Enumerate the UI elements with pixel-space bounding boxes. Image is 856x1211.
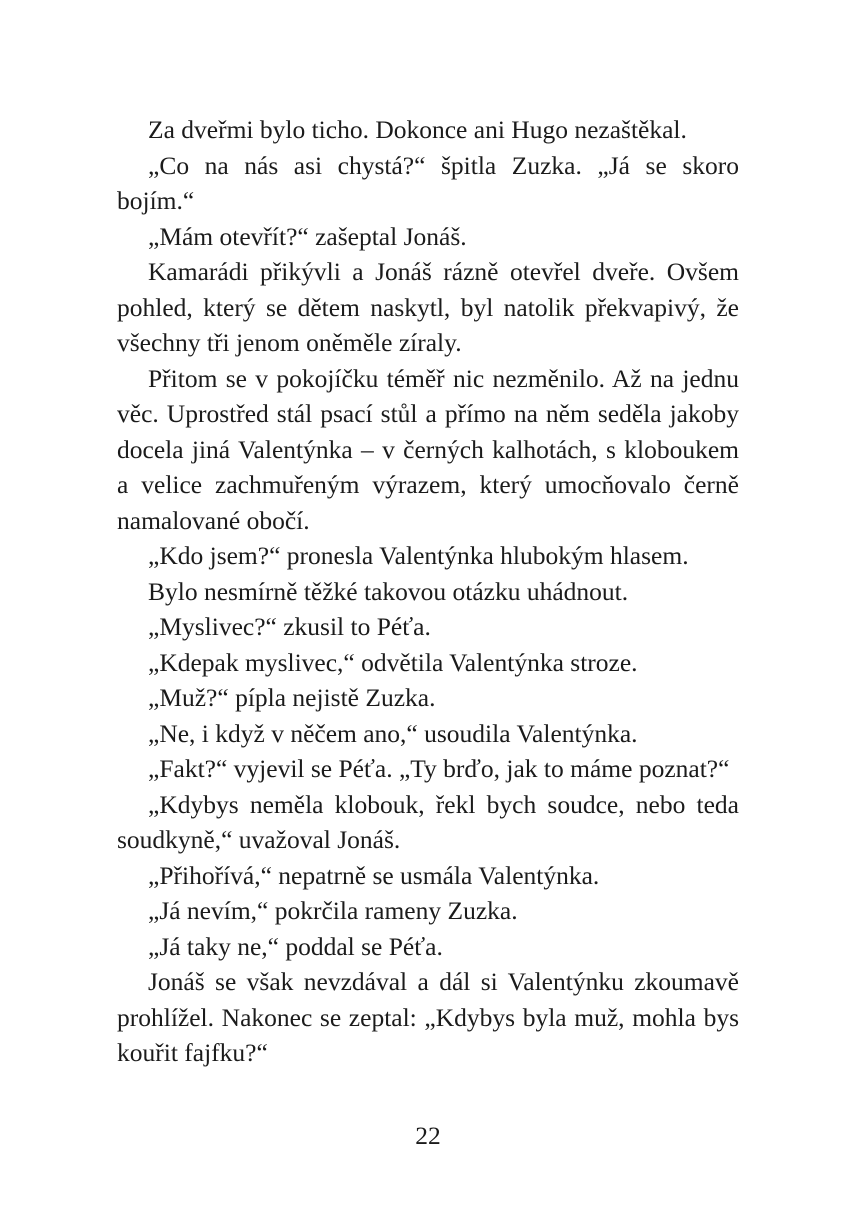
paragraph: „Muž?“ pípla nejistě Zuzka. bbox=[148, 683, 436, 712]
paragraph: „Já taky ne,“ poddal se Péťa. bbox=[148, 931, 443, 961]
paragraph: „Já nevím,“ pokrčila rameny Zuzka. bbox=[148, 896, 518, 925]
paragraph: Bylo nesmírně těžké takovou otázku uhádnout. bbox=[148, 576, 629, 606]
paragraph: Za dveřmi bylo ticho. Dokonce ani Hugo nezaštěkal. bbox=[148, 115, 687, 144]
paragraph: Přitom se v pokojíčku téměř nic nezměnilo. Až na jednu věc. Uprostřed stál psací stůl a přímo na něm seděla jakoby docela jiná Valentýnka – v černých kalhotách, s kloboukem a velice zachmuřeným výrazem, který umocňovalo černě namalované obočí. bbox=[117, 363, 739, 535]
page-body-text bbox=[117, 112, 739, 1071]
paragraph: „Přihořívá,“ nepatrně se usmála Valentýnka. bbox=[148, 860, 600, 890]
page-number: 22 bbox=[415, 1121, 441, 1150]
paragraph: „Mám otevřít?“ zašeptal Jonáš. bbox=[148, 221, 467, 251]
paragraph: Jonáš se však nevzdával a dál si Valentýnku zkoumavě prohlížel. Nakonec se zeptal: „Kdybys byla muž, mohla bys kouřit fajfku?“ bbox=[117, 967, 739, 1067]
paragraph: „Myslivec?“ zkusil to Péťa. bbox=[148, 612, 431, 641]
paragraph: „Kdybys neměla klobouk, řekl bych soudce, nebo teda soudkyně,“ uvažoval Jonáš. bbox=[117, 789, 739, 854]
paragraph: Kamarádi přikývli a Jonáš rázně otevřel dveře. Ovšem pohled, který se dětem naskytl, byl natolik překvapivý, že všechny tři jenom oněměle zíraly. bbox=[117, 257, 739, 357]
paragraph: „Co na nás asi chystá?“ špitla Zuzka. „Já se skoro bojím.“ bbox=[117, 150, 739, 215]
paragraph: „Ne, i když v něčem ano,“ usoudila Valentýnka. bbox=[148, 718, 638, 748]
paragraph: „Kdo jsem?“ pronesla Valentýnka hlubokým hlasem. bbox=[148, 541, 689, 570]
paragraph: „Kdepak myslivec,“ odvětila Valentýnka stroze. bbox=[148, 647, 638, 677]
paragraph: „Fakt?“ vyjevil se Péťa. „Ty brďo, jak to máme poznat?“ bbox=[148, 754, 730, 783]
